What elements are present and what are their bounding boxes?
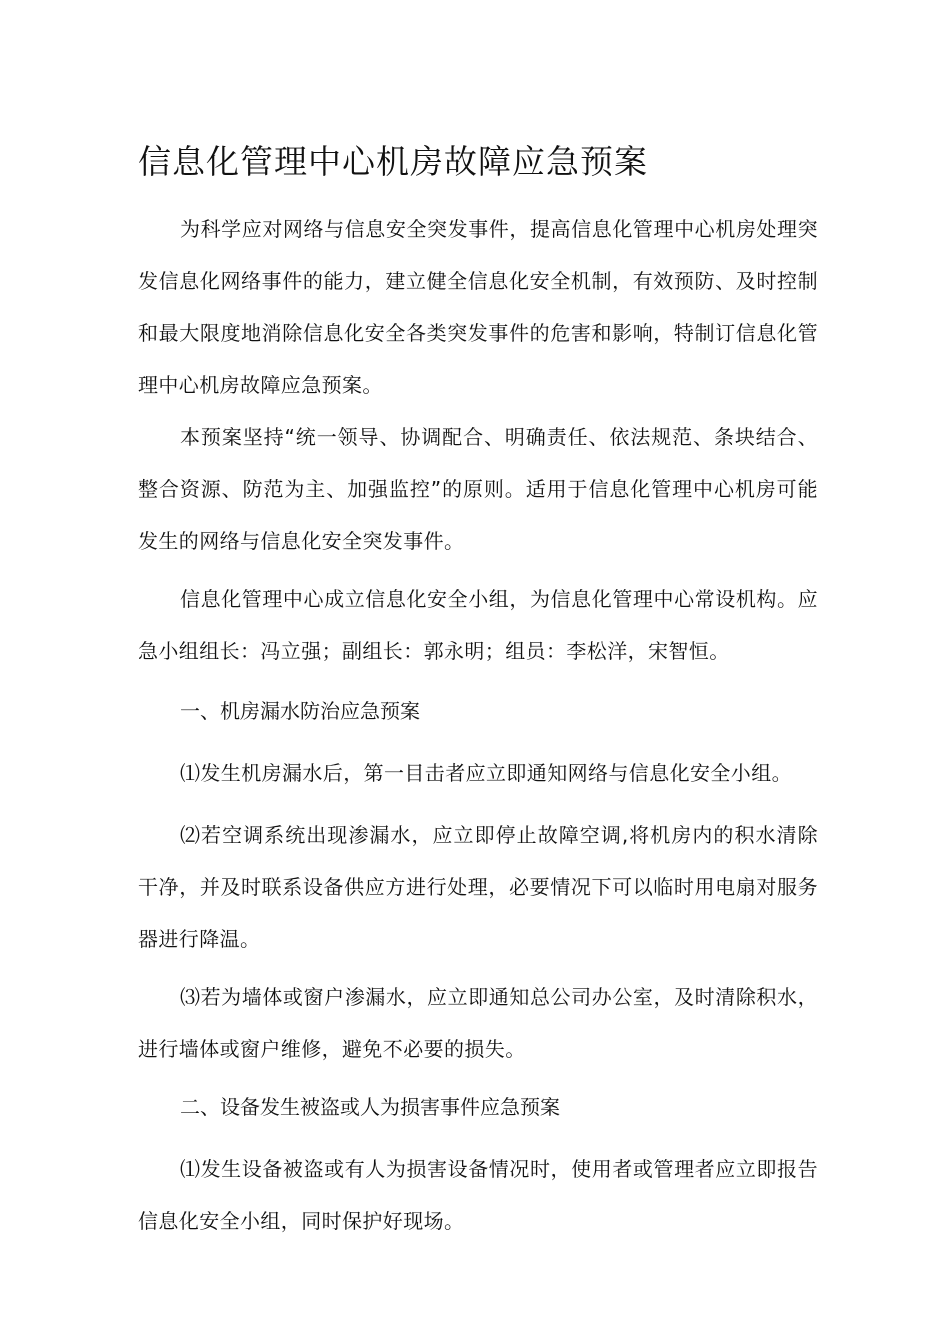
paragraph-principle: 本预案坚持“统一领导、协调配合、明确责任、依法规范、条块结合、整合资源、防范为主、加强监控”的原则。适用于信息化管理中心机房可能发生的网络与信息化安全突发事件。 [138,425,818,553]
list-item-water-leak-1: ⑴发生机房漏水后，第一目击者应立即通知网络与信息化安全小组。 [180,761,792,785]
document-title: 信息化管理中心机房故障应急预案 [138,142,648,181]
paragraph-team: 信息化管理中心成立信息化安全小组，为信息化管理中心常设机构。应急小组组长：冯立强；副组长：郭永明；组员：李松洋，宋智恒。 [138,587,818,663]
section-heading-theft-damage: 二、设备发生被盗或人为损害事件应急预案 [180,1095,560,1119]
list-item-theft-damage-1: ⑴发生设备被盗或有人为损害设备情况时，使用者或管理者应立即报告信息化安全小组，同时保护好现场。 [138,1157,818,1233]
paragraph-intro: 为科学应对网络与信息安全突发事件，提高信息化管理中心机房处理突发信息化网络事件的能力，建立健全信息化安全机制，有效预防、及时控制和最大限度地消除信息化安全各类突发事件的危害和影响，特制订信息化管理中心机房故障应急预案。 [138,217,818,397]
list-item-water-leak-3: ⑶若为墙体或窗户渗漏水，应立即通知总公司办公室，及时清除积水，进行墙体或窗户维修，避免不必要的损失。 [138,985,818,1061]
section-heading-water-leak: 一、机房漏水防治应急预案 [180,699,420,723]
list-item-water-leak-2: ⑵若空调系统出现渗漏水，应立即停止故障空调,将机房内的积水清除干净，并及时联系设备供应方进行处理，必要情况下可以临时用电扇对服务器进行降温。 [138,823,818,951]
